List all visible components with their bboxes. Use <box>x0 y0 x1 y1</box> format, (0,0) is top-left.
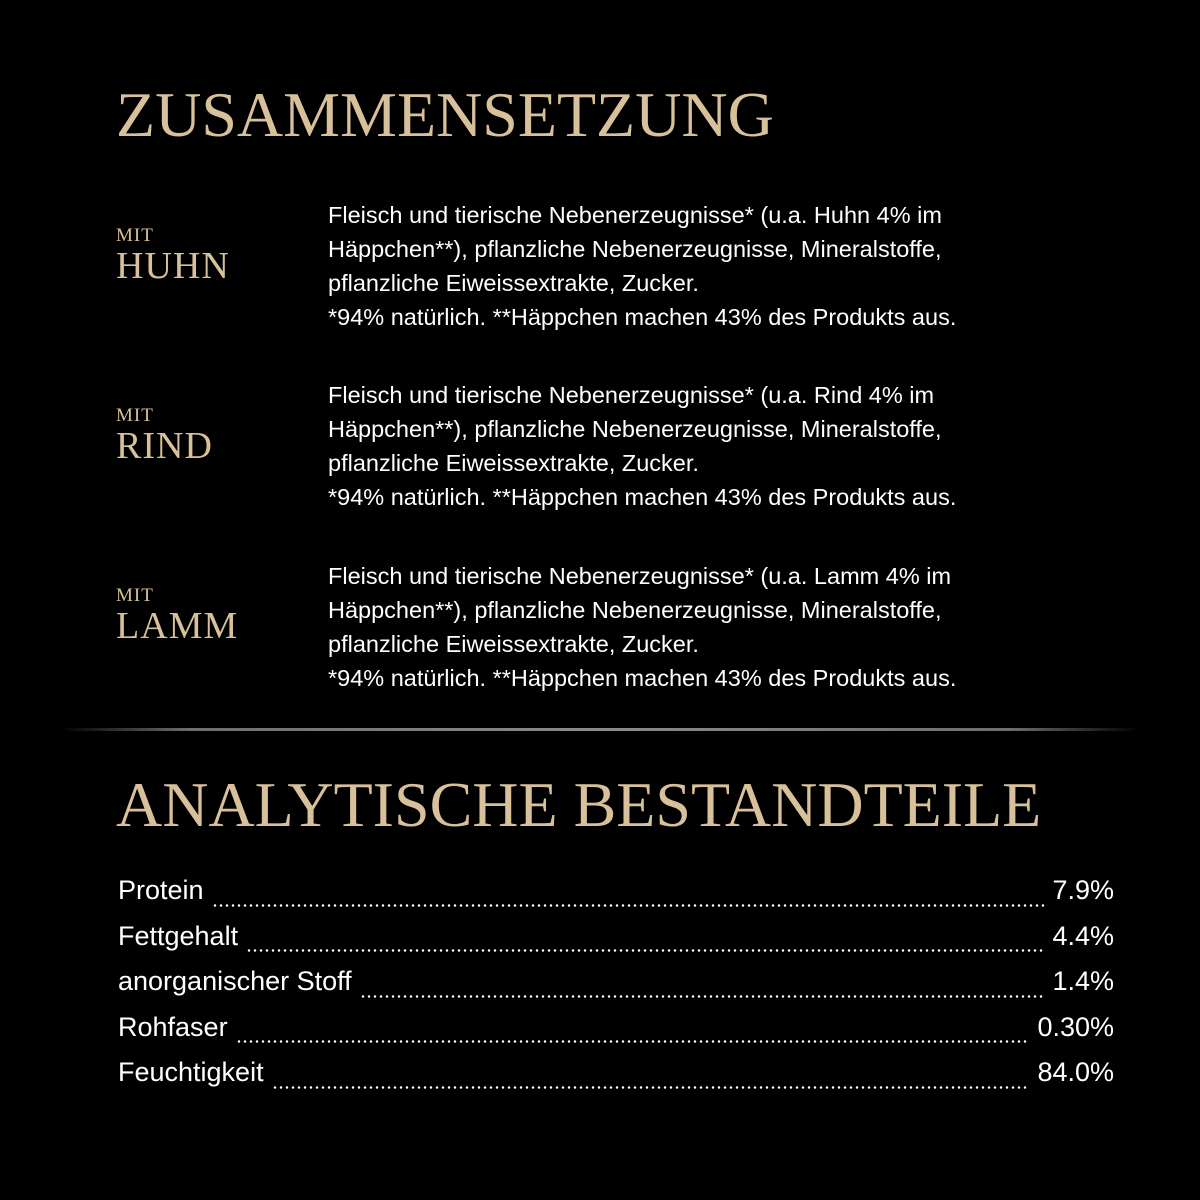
variant-mit: MIT <box>116 585 154 606</box>
analysis-row-fettgehalt <box>118 921 1114 967</box>
variant-ingredients-huhn <box>328 198 1128 334</box>
analysis-row-feuchtigkeit <box>118 1057 1114 1103</box>
dot-leader <box>246 949 1044 952</box>
ingredient-footnote: *94% natürlich. **Häppchen machen 43% des Produkts aus. <box>328 304 957 330</box>
dot-leader <box>212 904 1045 907</box>
ingredient-line: pflanzliche Eiweissextrakte, Zucker. <box>328 270 699 296</box>
analysis-list <box>118 875 1114 1103</box>
variant-label-lamm <box>116 586 238 646</box>
analysis-value: 1.4% <box>1052 966 1114 996</box>
variant-name: LAMM <box>116 605 239 647</box>
analysis-label: anorganischer Stoff <box>118 966 352 996</box>
analysis-label: Feuchtigkeit <box>118 1057 264 1087</box>
analysis-value: 4.4% <box>1052 920 1114 951</box>
dot-leader <box>236 1040 1030 1043</box>
analysis-value: 84.0% <box>1037 1057 1114 1087</box>
variant-mit: MIT <box>116 405 154 426</box>
analysis-row-anorganischer-stoff <box>118 966 1114 1012</box>
variant-mit: MIT <box>116 225 154 246</box>
ingredient-footnote: *94% natürlich. **Häppchen machen 43% des Produkts aus. <box>328 484 957 510</box>
variant-name: RIND <box>116 425 213 467</box>
variant-label-rind <box>116 406 213 466</box>
analysis-label: Rohfaser <box>118 1011 228 1042</box>
variant-name: HUHN <box>116 245 230 287</box>
analysis-value: 7.9% <box>1052 875 1114 905</box>
composition-title: ZUSAMMENSETZUNG <box>116 79 774 150</box>
analysis-row-protein <box>118 875 1114 921</box>
ingredient-line: Fleisch und tierische Nebenerzeugnisse* (u.a. Lamm 4% im <box>328 563 952 589</box>
section-divider <box>60 728 1140 731</box>
ingredient-line: Häppchen**), pflanzliche Nebenerzeugnisse, Mineralstoffe, <box>328 236 942 262</box>
variant-label-huhn <box>116 226 230 286</box>
analysis-row-rohfaser <box>118 1012 1114 1058</box>
ingredient-line: Häppchen**), pflanzliche Nebenerzeugnisse, Mineralstoffe, <box>328 416 942 442</box>
variant-ingredients-rind <box>328 378 1128 514</box>
dot-leader <box>360 995 1045 998</box>
analysis-value: 0.30% <box>1037 1011 1114 1042</box>
ingredient-line: pflanzliche Eiweissextrakte, Zucker. <box>328 631 699 657</box>
ingredient-line: Häppchen**), pflanzliche Nebenerzeugnisse, Mineralstoffe, <box>328 597 942 623</box>
ingredient-line: Fleisch und tierische Nebenerzeugnisse* (u.a. Huhn 4% im <box>328 202 942 228</box>
ingredient-line: pflanzliche Eiweissextrakte, Zucker. <box>328 450 699 476</box>
analysis-label: Protein <box>118 875 204 905</box>
analysis-label: Fettgehalt <box>118 920 239 951</box>
analysis-title: ANALYTISCHE BESTANDTEILE <box>116 769 1042 840</box>
dot-leader <box>272 1086 1030 1089</box>
variant-ingredients-lamm <box>328 559 1128 695</box>
ingredient-footnote: *94% natürlich. **Häppchen machen 43% des Produkts aus. <box>328 665 957 691</box>
ingredient-line: Fleisch und tierische Nebenerzeugnisse* (u.a. Rind 4% im <box>328 382 935 408</box>
